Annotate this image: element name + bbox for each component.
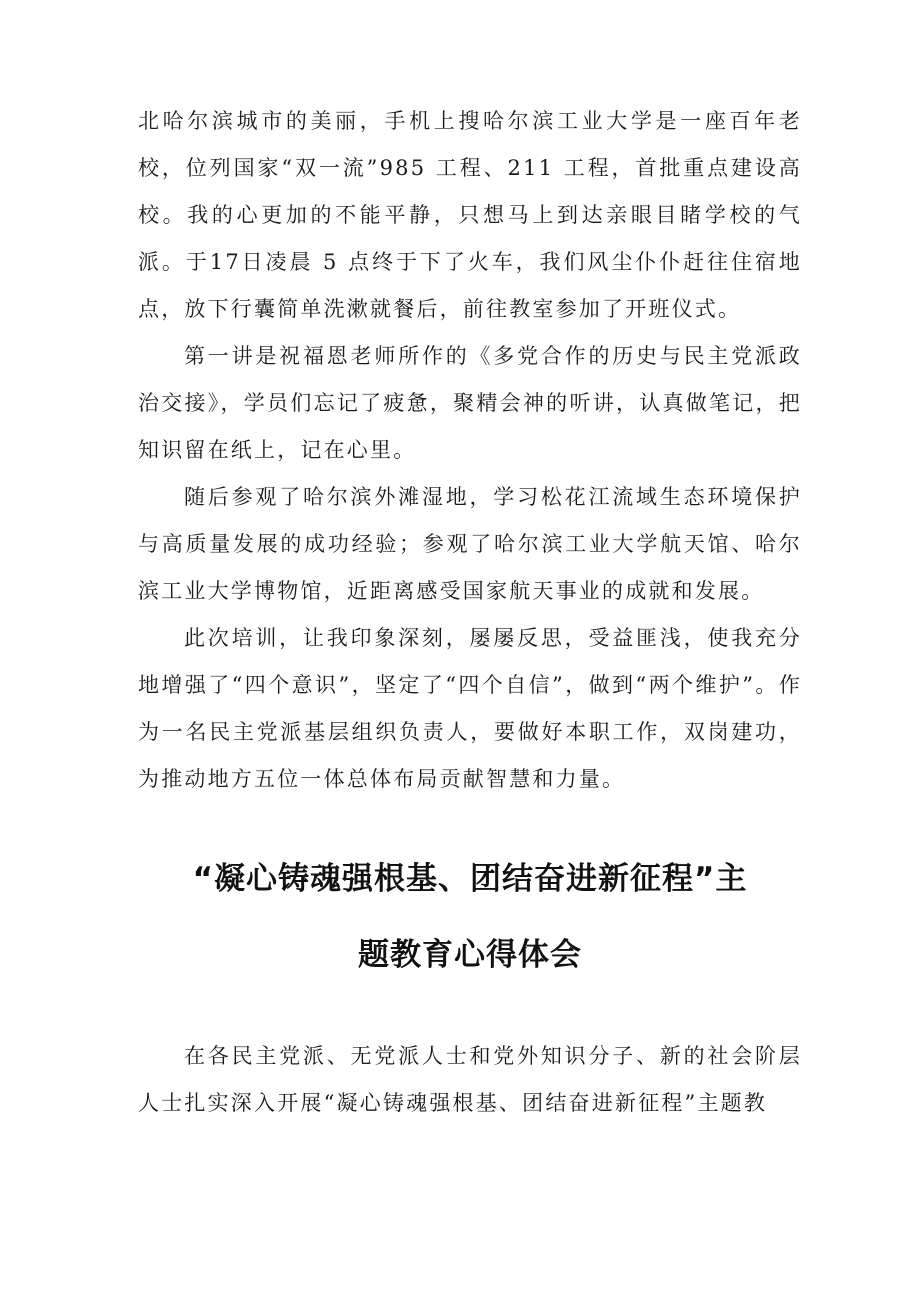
section-title-line-2: 题教育心得体会 <box>358 937 582 973</box>
paragraph-1: 北哈尔滨城市的美丽，手机上搜哈尔滨工业大学是一座百年老校，位列国家“双一流”985 工程、211 工程，首批重点建设高校。我的心更加的不能平静，只想马上到达亲眼目睹学校的气派。于17日凌晨 5 点终于下了火车，我们风尘仆仆赶往住宿地点，放下行囊简单洗漱就餐后，前往教室参加了开班仪式。 <box>138 109 802 321</box>
paragraph-3: 随后参观了哈尔滨外滩湿地，学习松花江流域生态环境保护与高质量发展的成功经验；参观了哈尔滨工业大学航天馆、哈尔滨工业大学博物馆，近距离感受国家航天事业的成就和发展。 <box>138 485 802 603</box>
section-title <box>138 841 802 993</box>
paragraph-2: 第一讲是祝福恩老师所作的《多党合作的历史与民主党派政治交接》，学员们忘记了疲惫，聚精会神的听讲，认真做笔记，把知识留在纸上，记在心里。 <box>138 344 802 462</box>
section-title-line-1: “凝心铸魂强根基、团结奋进新征程”主 <box>192 861 748 897</box>
document-page <box>138 98 802 1127</box>
paragraph-5: 在各民主党派、无党派人士和党外知识分子、新的社会阶层人士扎实深入开展“凝心铸魂强根基、团结奋进新征程”主题教 <box>138 1044 802 1115</box>
paragraph-4: 此次培训，让我印象深刻，屡屡反思，受益匪浅，使我充分地增强了“四个意识”，坚定了“四个自信”，做到“两个维护”。作为一名民主党派基层组织负责人，要做好本职工作，双岗建功，为推动地方五位一体总体布局贡献智慧和力量。 <box>138 626 802 791</box>
